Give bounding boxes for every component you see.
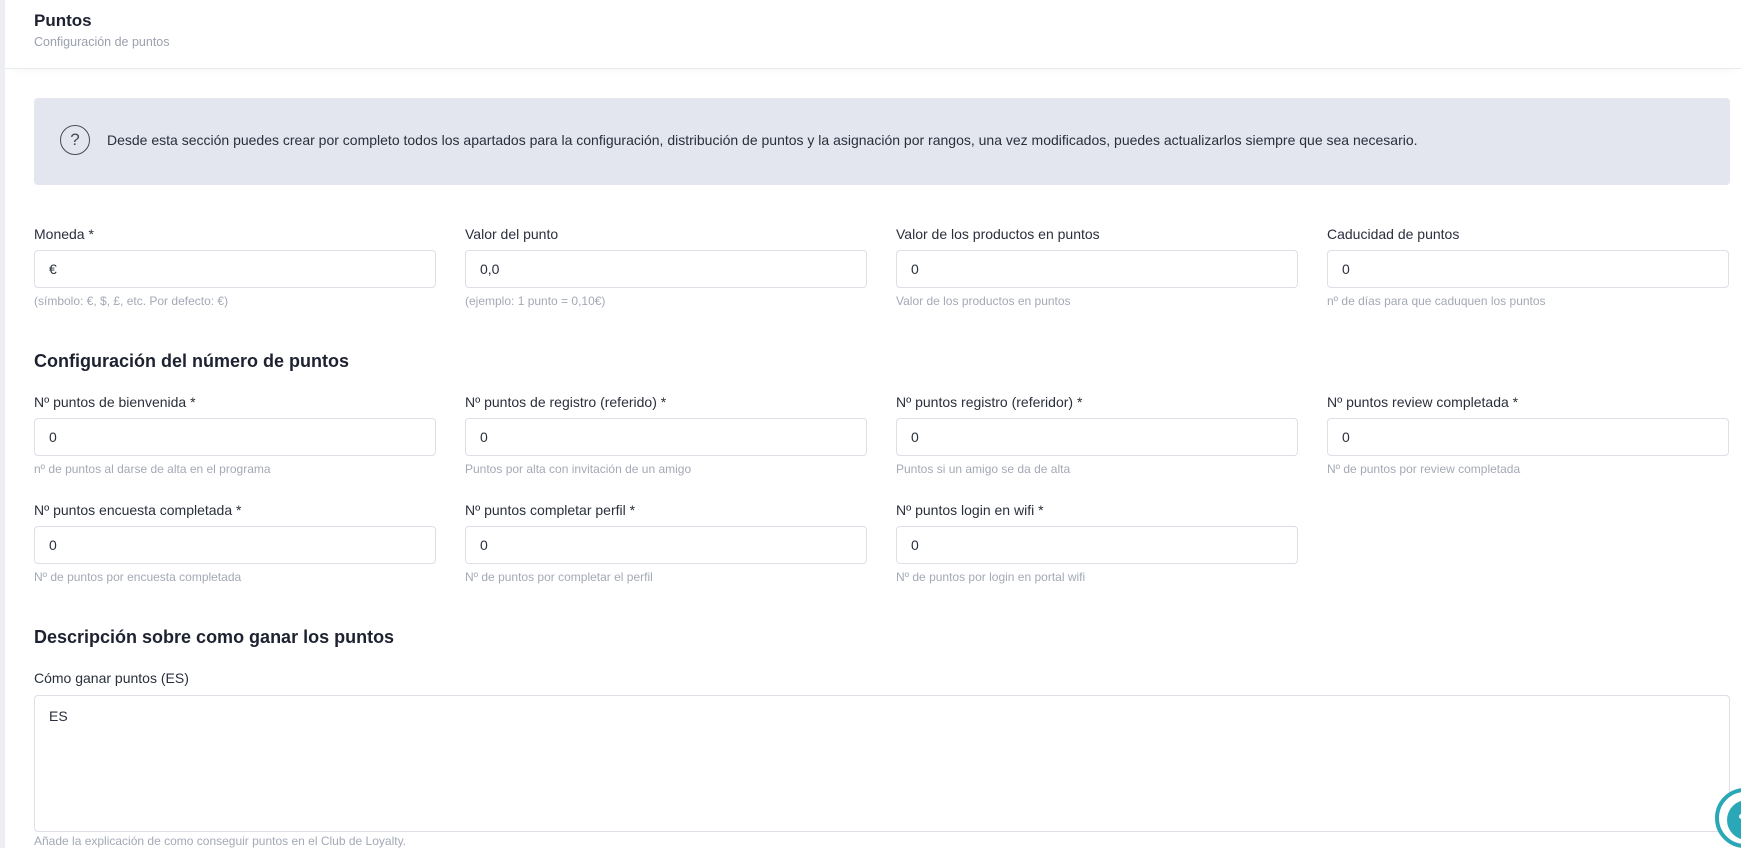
page-header <box>5 11 1741 69</box>
page-title: Puntos <box>34 11 92 30</box>
field-label: Nº puntos registro (referidor) * <box>896 394 1083 410</box>
caducidad-input[interactable] <box>1327 250 1729 288</box>
field-help: Valor de los productos en puntos <box>896 294 1071 308</box>
field-label: Valor de los productos en puntos <box>896 226 1100 242</box>
field-label: Moneda * <box>34 226 94 242</box>
field-label: Nº puntos de bienvenida * <box>34 394 196 410</box>
login-wifi-input[interactable] <box>896 526 1298 564</box>
registro-referidor-input[interactable] <box>896 418 1298 456</box>
question-circle-icon: ? <box>60 125 90 155</box>
encuesta-input[interactable] <box>34 526 436 564</box>
como-ganar-puntos-textarea[interactable] <box>34 695 1730 832</box>
field-label: Valor del punto <box>465 226 559 242</box>
field-label: Nº puntos encuesta completada * <box>34 502 242 518</box>
textarea-help: Añade la explicación de como conseguir puntos en el Club de Loyalty. <box>34 834 407 848</box>
section-title-points: Configuración del número de puntos <box>34 351 349 371</box>
completar-perfil-input[interactable] <box>465 526 867 564</box>
field-help: Nº de puntos por review completada <box>1327 462 1521 476</box>
valor-productos-input[interactable] <box>896 250 1298 288</box>
smiley-chat-icon <box>1727 800 1741 840</box>
moneda-input[interactable] <box>34 250 436 288</box>
field-help: Nº de puntos por encuesta completada <box>34 570 242 584</box>
field-help: Nº de puntos por completar el perfil <box>465 570 653 584</box>
field-help: (símbolo: €, $, £, etc. Por defecto: €) <box>34 294 229 308</box>
field-label: Nº puntos de registro (referido) * <box>465 394 667 410</box>
field-label: Caducidad de puntos <box>1327 226 1460 242</box>
field-label: Nº puntos login en wifi * <box>896 502 1044 518</box>
field-help: nº de días para que caduquen los puntos <box>1327 294 1546 308</box>
textarea-label: Cómo ganar puntos (ES) <box>34 670 189 686</box>
registro-referido-input[interactable] <box>465 418 867 456</box>
review-input[interactable] <box>1327 418 1729 456</box>
field-help: Puntos si un amigo se da de alta <box>896 462 1071 476</box>
page <box>5 0 1741 848</box>
bienvenida-input[interactable] <box>34 418 436 456</box>
field-label: Nº puntos review completada * <box>1327 394 1519 410</box>
field-help: Puntos por alta con invitación de un amigo <box>465 462 692 476</box>
info-text: Desde esta sección puedes crear por completo todos los apartados para la configuración, distribución de puntos y la asignación por rangos, una vez modificados, puedes actualizarlos siempre que sea necesario. <box>107 132 1418 148</box>
valor-punto-input[interactable] <box>465 250 867 288</box>
info-box <box>34 98 1730 185</box>
field-help: (ejemplo: 1 punto = 0,10€) <box>465 294 606 308</box>
page-subtitle: Configuración de puntos <box>34 35 170 49</box>
field-help: Nº de puntos por login en portal wifi <box>896 570 1086 584</box>
field-label: Nº puntos completar perfil * <box>465 502 636 518</box>
section-title-description: Descripción sobre como ganar los puntos <box>34 627 395 647</box>
field-help: nº de puntos al darse de alta en el programa <box>34 462 271 476</box>
